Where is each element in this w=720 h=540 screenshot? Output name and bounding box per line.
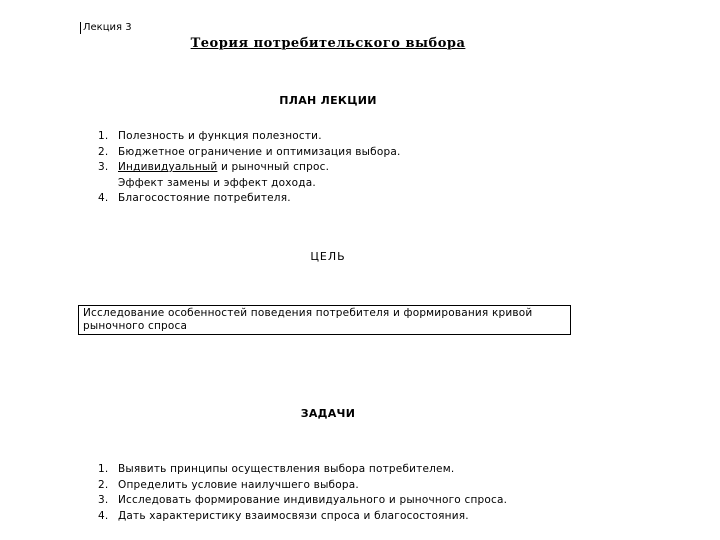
list-item-number: 1. <box>98 130 109 142</box>
list-item-number: 4. <box>98 192 109 204</box>
list-item-text: Полезность и функция полезности. <box>118 130 322 142</box>
list-item-number: 4. <box>98 509 109 522</box>
page-title-text: Теория потребительского выбора <box>190 36 466 51</box>
lecture-label: Лекция 3 <box>80 22 132 34</box>
goal-box: Исследование особенностей поведения потребителя и формирования кривой рыночного спроса <box>78 305 571 335</box>
list-item <box>98 509 507 525</box>
plan-list <box>98 129 401 207</box>
list-item-number: 2. <box>98 478 109 491</box>
list-item-text <box>118 160 329 176</box>
list-item-text: Исследовать формирование индивидуального и рыночного спроса. <box>118 494 508 506</box>
list-item-text: Определить условие наилучшего выбора. <box>118 478 359 491</box>
list-item-text: Дать характеристику взаимосвязи спроса и благосостояния. <box>118 509 469 522</box>
list-item-text: Эффект замены и эффект дохода. <box>118 176 316 189</box>
list-item-number: 1. <box>98 463 109 475</box>
list-item <box>98 160 401 176</box>
list-item <box>98 145 401 161</box>
list-item <box>98 176 401 192</box>
tasks-heading: ЗАДАЧИ <box>300 407 356 420</box>
list-item <box>98 462 507 478</box>
list-item-number: 3. <box>98 494 109 506</box>
list-item-text: Бюджетное ограничение и оптимизация выбора. <box>118 145 401 158</box>
goal-heading: ЦЕЛЬ <box>310 250 346 263</box>
plan-heading: ПЛАН ЛЕКЦИИ <box>279 94 377 107</box>
page-title <box>0 36 656 51</box>
list-item-number: 3. <box>98 161 109 173</box>
list-item <box>98 478 507 494</box>
list-item-text-underlined: Индивидуальный <box>118 161 218 173</box>
list-item-text: Благосостояние потребителя. <box>118 192 291 204</box>
list-item <box>98 129 401 145</box>
list-item-text: Выявить принципы осуществления выбора потребителем. <box>118 463 455 475</box>
tasks-list <box>98 462 507 524</box>
list-item-number <box>98 176 118 192</box>
list-item <box>98 191 401 207</box>
list-item-text-rest: и рыночный спрос. <box>217 161 330 173</box>
list-item <box>98 493 507 509</box>
list-item-number: 2. <box>98 145 109 158</box>
